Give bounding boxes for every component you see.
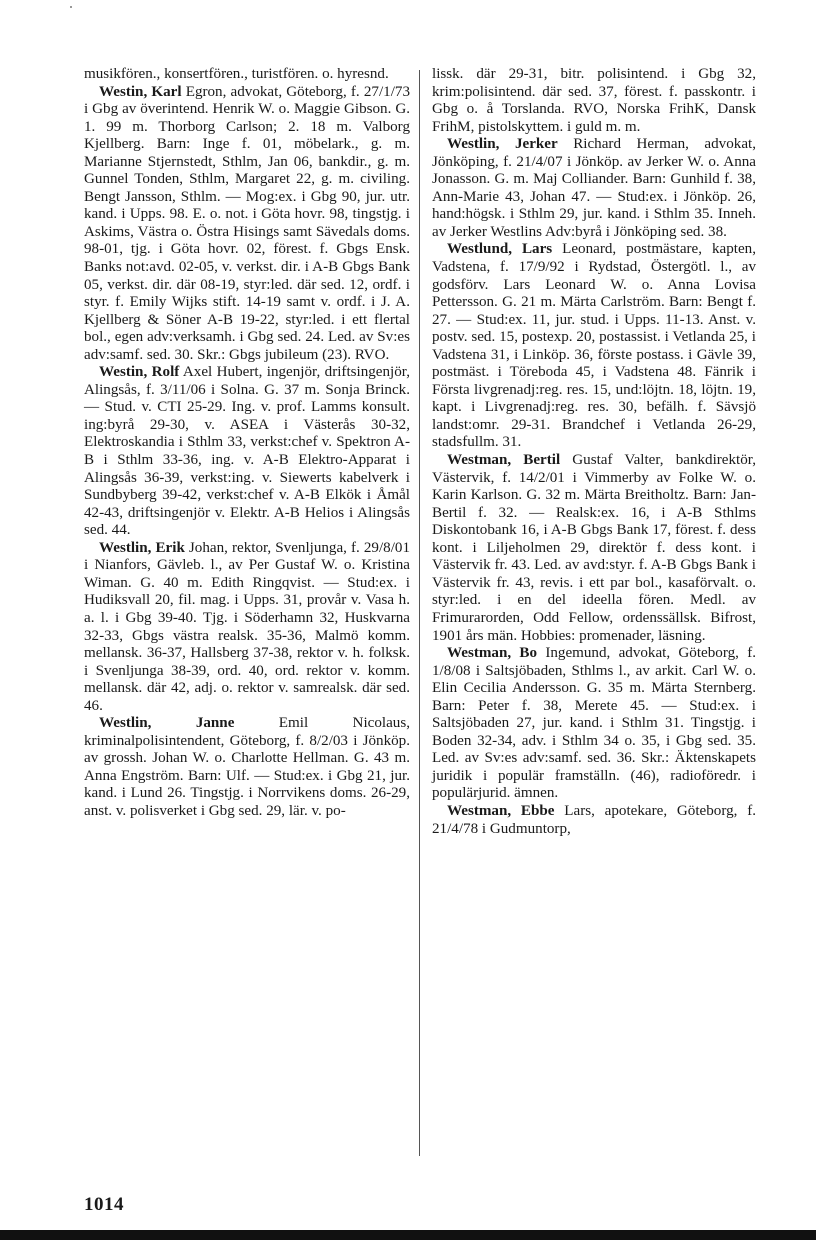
page-number: 1014 bbox=[84, 1194, 124, 1215]
entry-text: musikfören., konsertfören., turistfören. o. hyresnd. bbox=[84, 66, 389, 82]
entry-text: Gustaf Valter, bankdirektör, Västervik, f. 14/2/01 i Vimmerby av Folke W. o. Karin Karlson. G. 32 m. Märta Breitholtz. Barn: Jan-Bertil f. 32. — Realsk:ex. 16, i A-B Sthlms Diskontobank 16, i A-B Gbgs Bank 17, förest. f. dess kont. i Liljeholmen 29, direktör f. dess kont. i Västervik fr. 43. Led. av avd:styr. f. A-B Gbgs Bank i Västervik fr. 43, revis. i ett par bol., kasaförvalt. o. styr:led. i en del ideella fören. Medl. av Frimurarorden, Odd Fellow, ordenssällsk. Bifrost, 1901 års män. Hobbies: promenader, läsning. bbox=[432, 452, 756, 644]
biography-entry bbox=[432, 452, 756, 645]
bottom-scan-edge bbox=[0, 1230, 816, 1240]
biography-entry bbox=[432, 241, 756, 452]
entry-text: Emil Nicolaus, kriminalpolisintendent, Göteborg, f. 8/2/03 i Jönköp. av grossh. Johan W. o. Charlotte Hellman. G. 43 m. Anna Engström. Barn: Ulf. — Stud:ex. i Gbg 21, jur. kand. i Lund 26. Tingstjg. i Norrvikens doms. 26-29, anst. v. polisverket i Gbg sed. 29, lär. v. po- bbox=[84, 715, 410, 819]
column-divider bbox=[419, 70, 420, 1156]
continued-text bbox=[432, 66, 756, 136]
scan-speck bbox=[70, 6, 72, 8]
entry-name: Westlin, Jerker bbox=[447, 136, 558, 153]
continued-text bbox=[84, 66, 410, 84]
biography-entry bbox=[84, 715, 410, 820]
entry-text: Egron, advokat, Göteborg, f. 27/1/73 i Gbg av överintend. Henrik W. o. Maggie Gibson. G. 1. 99 m. Thorborg Carlson; 2. 18 m. Valborg Kjellberg. Barn: Inge f. 01, möbelark., g. m. Marianne Stjernstedt, Sthlm, Jan 06, bankdir., g. m. Gunnel Tonden, Sthlm, Margaret 22, g. m. civiling. Bengt Jansson, Sthlm. — Mog:ex. i Gbg 90, jur. utr. kand. i Upps. 98. E. o. not. i Göta hovr. 98, tingstjg. i Askims, Västra o. Östra Hisings samt Sävedals doms. 98-01, tjg. i Göta hovr. 02, förest. f. Gbgs Ensk. Banks not:avd. 02-05, v. verkst. dir. i A-B Gbgs Bank 05, verkst. dir. där 08-19, styr:led. där sed. 12, ordf. i styr. f. Emily Wijks stift. 14-19 samt v. ordf. i J. A. Kjellberg & Söner A-B 19-22, styr:led. i ett flertal bol., egen adv:verksamh. i Gbg sed. 24. Led. av Sv:es adv:samf. sed. 30. Skr.: Gbgs jubileum (23). RVO. bbox=[84, 83, 410, 363]
entry-text: lissk. där 29-31, bitr. polisintend. i Gbg 32, krim:polisintend. där sed. 37, förest. f. passkontr. i Gbg o. å Torslanda. RVO, Norska FrihK, Dansk FrihM, pistolskyttem. i guld m. m. bbox=[432, 66, 756, 135]
entry-text: Ingemund, advokat, Göteborg, f. 1/8/08 i Saltsjöbaden, Sthlms l., av arkit. Carl W. o. Elin Cecilia Andersson. G. 35 m. Märta Sternberg. Barn: Peter f. 38, Merete 45. — Stud:ex. i Saltsjöbaden 27, jur. kand. i Sthlm 31. Tingstjg. i Boden 32-34, adv. i Sthlm 34 o. 35, i Gbg sed. 35. Led. av Sv:es adv:samf. sed. 36. Skr.: Äktenskapets juridik i populär framställn. (46), radioföredr. i populärjurid. ämnen. bbox=[432, 645, 756, 802]
entry-name: Westlin, Janne bbox=[99, 715, 235, 732]
entry-text: Richard Herman, advokat, Jönköping, f. 21/4/07 i Jönköp. av Jerker W. o. Anna Jonasson. G. m. Maj Colliander. Barn: Gunhild f. 38, Ann-Marie 43, Johan 47. — Stud:ex. i Jönköp. 26, hand:högsk. i Sthlm 29, jur. kand. i Sthlm 35. Inneh. av Jerker Westlins Adv:byrå i Jönköping sed. 38. bbox=[432, 136, 756, 240]
entry-text: Lars, apotekare, Göteborg, f. 21/4/78 i Gudmuntorp, bbox=[432, 802, 756, 837]
entry-name: Westman, Bo bbox=[447, 645, 538, 662]
entry-text: Johan, rektor, Svenljunga, f. 29/8/01 i Nianfors, Gävleb. l., av Per Gustaf W. o. Kristina Wiman. G. 40 m. Edith Ringqvist. — Stud:ex. i Hudiksvall 20, fil. mag. i Upps. 31, provår v. Vasa h. a. l. i Gbg 39-40. Tjg. i Söderhamn 32, Huskvarna 32-33, Gbgs västra realsk. 35-36, Malmö komm. mellansk. 36-37, Hallsberg 37-38, rektor v. h. folksk. i Svenljunga 38-39, ord. 40, ord. rektor v. komm. mellansk. där 42, adj. o. rektor v. samrealsk. där sed. 46. bbox=[84, 539, 410, 714]
left-column bbox=[84, 66, 410, 821]
right-column bbox=[432, 66, 756, 838]
biography-entry bbox=[84, 84, 410, 365]
entry-name: Westin, Karl bbox=[99, 83, 182, 100]
entry-name: Westman, Bertil bbox=[447, 452, 561, 469]
biography-entry bbox=[432, 645, 756, 803]
entry-name: Westin, Rolf bbox=[99, 364, 180, 381]
biography-entry bbox=[432, 136, 756, 241]
biography-entry bbox=[84, 364, 410, 539]
entry-text: Leonard, postmästare, kapten, Vadstena, f. 17/9/92 i Rydstad, Östergötl. l., av godsförv. Lars Leonard W. o. Anna Lovisa Pettersson. G. 21 m. Märta Carlström. Barn: Bengt f. 27. — Stud:ex. 11, jur. stud. i Upps. 11-13. Anst. v. postv. sed. 15, postexp. 20, postassist. i Vetlanda 25, i Vadstena 31, i Linköp. 36, förste postass. i Gävle 39, postmäst. i Töreboda 45, i Vadstena 48. Fänrik i Första livgrenadj:reg. res. 15, und:löjtn. 18, löjtn. 19, kapt. i Livgrenadj:reg. res. 30, befälh. f. Sävsjö landst:omr. 29-31. Brandchef i Vetlanda 26-29, stadsfullm. 31. bbox=[432, 241, 756, 451]
entry-name: Westman, Ebbe bbox=[447, 802, 555, 819]
entry-text: Axel Hubert, ingenjör, driftsingenjör, Alingsås, f. 3/11/06 i Solna. G. 37 m. Sonja Brinck. — Stud. v. CTI 25-29. Ing. v. prof. Lamms konsult. ing:byrå 29-30, v. ASEA i Västerås 30-32, Elektroskandia i Sthlm 33, verkst:chef v. Spektron A-B i Sthlm 33-36, ing. v. A-B Elektro-Apparat i Alingsås 36-39, verkst:ing. v. Siewerts kabelverk i Sundbyberg 39-42, verkst:chef v. A-B Elkök i Åmål 42-43, driftsingenjör v. Elektr. A-B Helios i Alingsås sed. 44. bbox=[84, 364, 410, 539]
biography-entry bbox=[432, 803, 756, 838]
entry-name: Westlund, Lars bbox=[447, 241, 553, 258]
entry-name: Westlin, Erik bbox=[99, 539, 185, 556]
biography-entry bbox=[84, 540, 410, 715]
